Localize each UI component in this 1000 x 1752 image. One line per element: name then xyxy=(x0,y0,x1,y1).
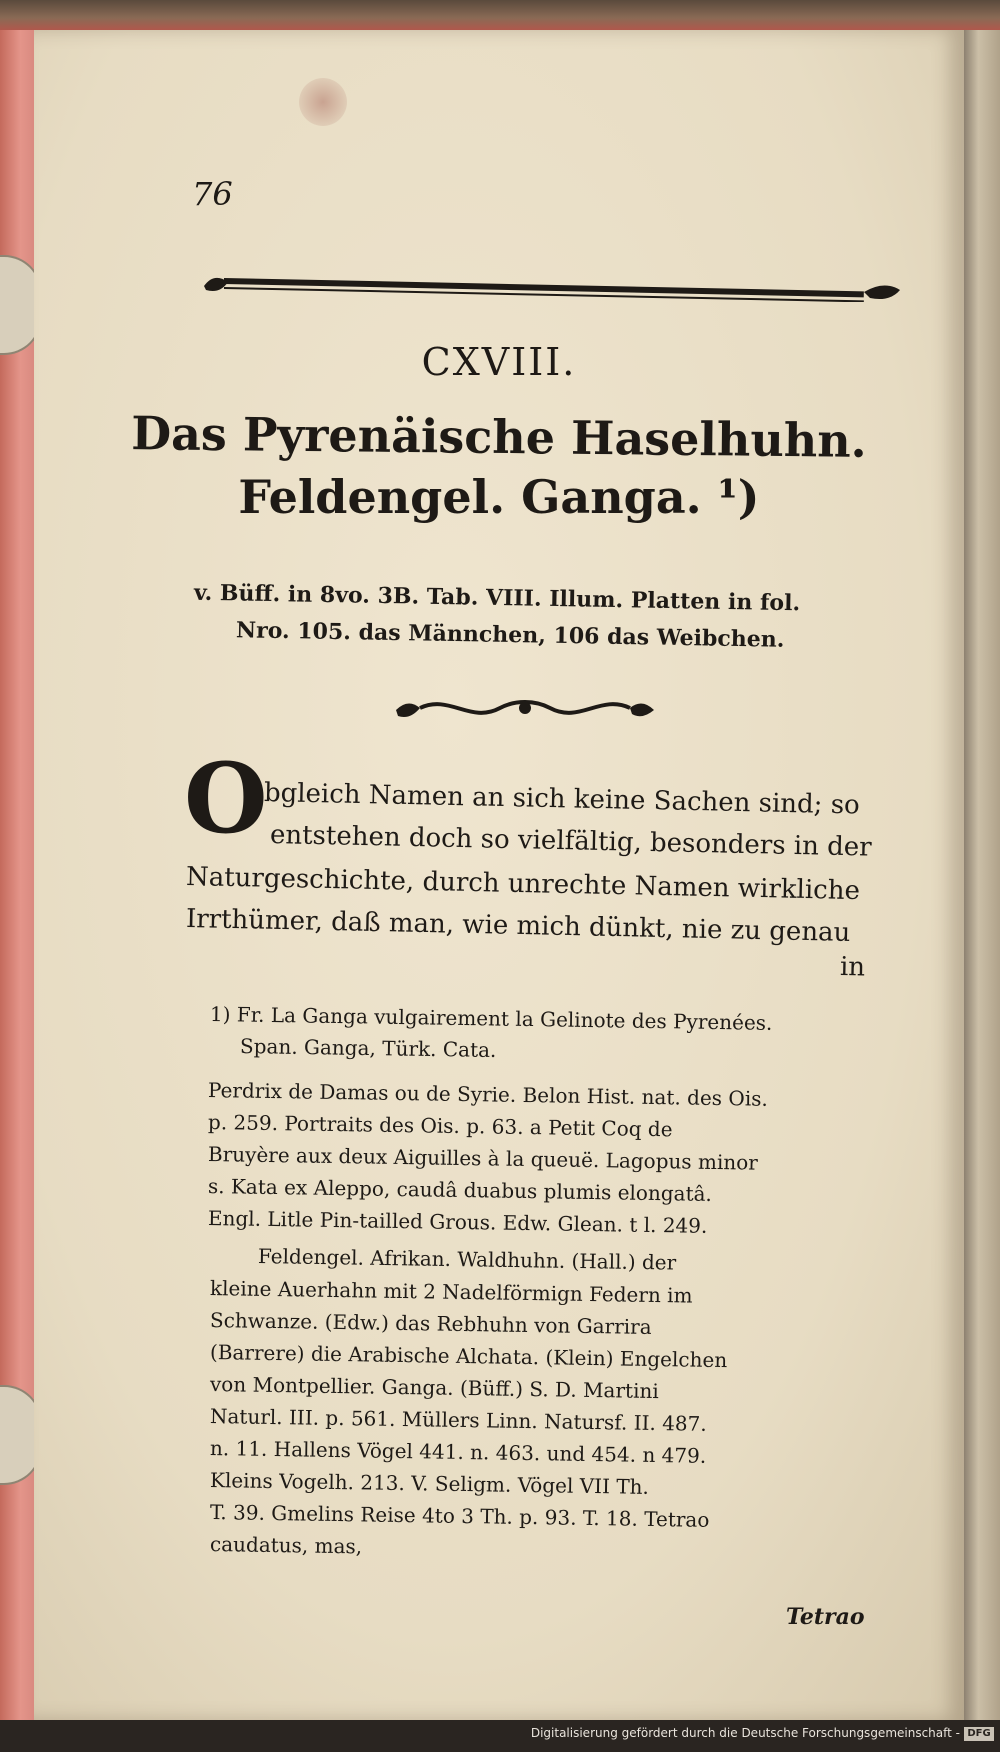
footnote-line: Feldengel. Afrikan. Waldhuhn. (Hall.) der xyxy=(257,1244,677,1275)
body-text-line: Naturgeschichte, durch unrechte Namen wirkliche xyxy=(185,862,861,907)
chapter-subtitle: Feldengel. Ganga. ¹) xyxy=(238,470,760,524)
footnote-line: Perdrix de Damas ou de Syrie. Belon Hist. nat. des Ois. xyxy=(207,1078,769,1111)
chapter-title: Das Pyrenäische Haselhuhn. xyxy=(130,406,867,468)
footnote-line: Span. Ganga, Türk. Cata. xyxy=(239,1034,497,1063)
paper-stain xyxy=(299,78,347,126)
dfg-credit-text: Digitalisierung gefördert durch die Deutsche Forschungsgemeinschaft - xyxy=(530,1726,960,1740)
footnote-line: Naturl. III. p. 561. Müllers Linn. Natursf. II. 487. xyxy=(209,1404,707,1436)
footnote-line: Schwanze. (Edw.) das Rebhuhn von Garrira xyxy=(209,1308,652,1339)
footnote-line: (Barrere) die Arabische Alchata. (Klein) Engelchen xyxy=(209,1340,728,1373)
ornament-vignette xyxy=(390,690,660,730)
footnote-line: 1) Fr. La Ganga vulgairement la Gelinote des Pyrenées. xyxy=(209,1002,773,1035)
footnote-line: kleine Auerhahn mit 2 Nadelförmign Federn im xyxy=(209,1276,693,1308)
footnote-line: Kleins Vogelh. 213. V. Seligm. Vögel VII Th. xyxy=(209,1468,650,1499)
reference-line: v. Büff. in 8vo. 3B. Tab. VIII. Illum. Platten in fol. xyxy=(193,579,801,617)
body-text-line: Irrthümer, daß man, wie mich dünkt, nie zu genau xyxy=(185,904,851,948)
drop-cap: O xyxy=(184,742,268,855)
ornamental-rule xyxy=(194,262,914,302)
footnote-line: T. 39. Gmelins Reise 4to 3 Th. p. 93. T. 18. Tetrao xyxy=(209,1500,710,1532)
body-text-line: bgleich Namen an sich keine Sachen sind; so xyxy=(263,778,861,821)
footnote-line: von Montpellier. Ganga. (Büff.) S. D. Martini xyxy=(209,1372,659,1404)
footnote-line: Engl. Litle Pin-tailled Grous. Edw. Glean. t l. 249. xyxy=(207,1206,708,1238)
chapter-number: CXVIII. xyxy=(421,340,577,384)
reference-line: Nro. 105. das Männchen, 106 das Weibchen. xyxy=(235,617,785,653)
footnote-line: Bruyère aux deux Aiguilles à la queuë. Lagopus minor xyxy=(207,1142,759,1175)
footnote-line: n. 11. Hallens Vögel 441. n. 463. und 454. n 479. xyxy=(209,1436,707,1468)
book-top-edge xyxy=(0,0,1000,30)
body-text-line: entstehen doch so vielfältig, besonders in der xyxy=(269,820,872,863)
catchword: Tetrao xyxy=(786,1604,865,1630)
body-text-line: in xyxy=(839,952,866,983)
book-right-edge xyxy=(964,30,1000,1720)
footnote-line: caudatus, mas, xyxy=(209,1532,363,1559)
footnote-line: s. Kata ex Aleppo, caudâ duabus plumis elongatâ. xyxy=(207,1174,713,1206)
page-number: 76 xyxy=(192,175,233,213)
footnote-line: p. 259. Portraits des Ois. p. 63. a Petit Coq de xyxy=(207,1110,673,1142)
dfg-logo: DFG xyxy=(964,1727,994,1741)
book-page xyxy=(34,30,964,1720)
